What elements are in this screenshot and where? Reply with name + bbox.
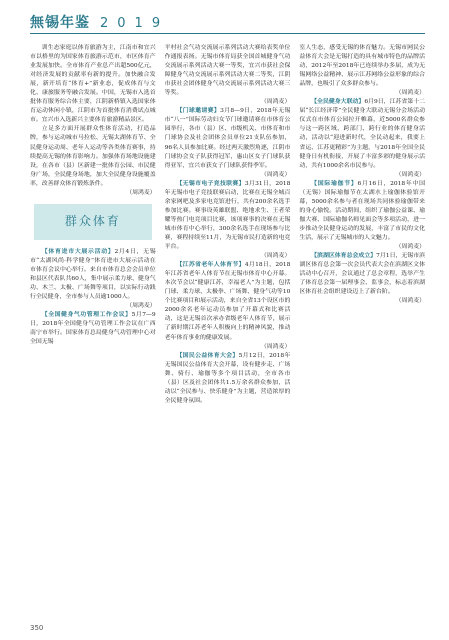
news-item-body: 5月7—9日，2018年全国健身气功管理工作会议在广西南宁市举行。国家体育总局健身气功管理中心对全国无锡 <box>30 312 156 346</box>
news-item <box>299 98 425 170</box>
column-1 <box>30 44 156 614</box>
author-credit: （周鸿麦） <box>395 90 426 97</box>
author-credit: （周鸿麦） <box>395 171 426 178</box>
news-item-title: 【无锡市电子竞技联赛】 <box>176 180 245 187</box>
page-number: 350 <box>30 624 44 632</box>
news-item-body: 3月31日，2018年无锡市电子竞技联赛启动，比赛在无锡全城百余家网吧及多家电竞馆进行，共有200余名选手参加比赛。赛事设英雄联盟、绝地求生、王者荣耀等热门电竞项目比赛，该项赛事的决赛在无锡城市体育中心举行，300余名选手在现场参与比赛，赛程持续至11月，为无锡市民打造新的电竞平台。 <box>164 180 291 251</box>
news-item <box>299 252 425 297</box>
header-rule <box>30 33 425 34</box>
news-item-title: 【江苏省老年人体育节】 <box>176 262 245 269</box>
news-item-body: 5月12日，2018年无锡国民公益体育大会开幕，设有健步走、广场舞、骑行、瑜伽等多个项目活动，全市各市（县）区及社会团体共1.5万余名群众参加，活动以“全民参与、快乐健身”为主题，营造浓厚的全民健身氛围。 <box>164 352 291 404</box>
news-item-body: 2月4日，无锡市“太湖风尚·科学健身”体育进市大展示活动在市体育会议中心举行。来自市体育总会会员单位和县区代表队共60人，集中展示柔力球、健身气功、木兰、太极、广场舞等项目，以实际行动践行全民健身，全市参与人员逾1000人。 <box>30 248 156 301</box>
yearbook-year: 2019 <box>100 16 170 31</box>
author-credit: （周鸿麦） <box>126 303 156 310</box>
news-item <box>165 107 291 170</box>
news-item-title: 【国民公益体育大会】 <box>176 352 239 359</box>
article-columns <box>30 44 425 614</box>
yearbook-title: 無锡年鉴 <box>30 15 90 31</box>
author-credit: （周鸿麦） <box>260 171 291 178</box>
paragraph: 训生态家庭以体育旅游为主，江南市和宜兴市以格里的为国家体育旅游示范市，市区体育产业发展加快。全市体育产业总产出超500亿元，对经济发展的贡献率有新的提升。加快融合发展，新开培育“体育+”新业态，促成体育与文化、康旅服务等融合发展。中国，无锡市入选首批体育服务综合体主要，江阴新桥镇入选国家体育运动休闲小镇，江阴市为首批体育消费试点城市。宜兴市入选新兴主要体育旅游精品景区。 <box>30 45 156 124</box>
news-item-body: 6月9日，江苏省第十二届“长江经济带”全民健身大联动无锡分会场活动仪式在市体育公园拉开帷幕，近5000名群众参与这一跨区域、跨部门、跨行业的体育健身活动，活动以“迎进新时代，全民动起来，我要上省运、江苏更精彩”为主题，与2018年全国全民健身日有机衔接，开展了丰富多彩的健身展示活动，共有1000余名市民参与。 <box>299 99 426 169</box>
news-item <box>30 248 156 302</box>
news-item-title: 【滨湖区体育总会成立】 <box>311 253 377 260</box>
news-item <box>30 311 156 347</box>
news-item-title: 【门球邀请赛】 <box>176 108 221 115</box>
author-credit: （周鸿麦） <box>260 343 291 350</box>
news-item <box>299 180 425 243</box>
news-item-body: 4月18日，2018年江苏省老年人体育节在无锡市体育中心开幕。本次节会以“健康江苏，幸福老人”为主题，包括门球、柔力球、太极拳、广场舞、健身气功等10个比赛项目和展示活动，来自全省13个设区市的2000余名老年运动员参加了开幕式和比赛活动，这是无锡首次承办省级老年人体育节，展示了新时期江苏老年人积极向上的精神风貌，推动老年体育事业的健康发展。 <box>164 262 291 341</box>
author-credit: （周鸿麦） <box>395 298 426 305</box>
news-item-body: 6月16日，2018年中国（无锡）国际瑜伽节在太湖水上瑜伽体验馆开幕，5000余名参与者在现场共同体验瑜伽带来的身心愉悦。活动期间，组织了瑜伽公益课、瑜伽大赛、国际瑜伽名师见面会等多项活动，进一步推动全民健身运动的发展，丰富了市民的文化生活，展示了无锡城市的人文魅力。 <box>299 180 426 241</box>
news-item-title: 【全国健身气功管理工作会议】 <box>41 312 132 319</box>
news-item <box>165 261 291 342</box>
page-header <box>30 12 169 32</box>
author-credit: （周鸿麦） <box>395 244 426 251</box>
author-credit: （周鸿麦） <box>126 189 156 196</box>
news-item-body: 3月8—9日，2018年无锡市“八一”国际劳动妇女节门球邀请赛在市体育公园举行，各市（县）区、市级机关、市体育和市门球协会及社会团体会员单位21支队伍参加，96名人员参加比赛。经过两天激烈角逐，江阴市门球协会女子队获得冠军，惠山区女子门球队获得亚军，宜兴市获女子门球队获得季军。 <box>164 108 291 169</box>
column-2 <box>165 44 291 614</box>
news-item-title: 【国际瑜伽节】 <box>311 180 358 187</box>
paragraph: 平村社会气功交流展示系列活动大赛给表奖单位作通报表扬。无锡市体育局获全国首城健身气功交流展示系列活动大赛一等奖，宜兴市获社会保障健身气功交流展示系列活动大赛二等奖，江阴市获社会团体健身气功交流展示系列活动大赛三等奖。 <box>164 45 291 97</box>
column-3 <box>299 44 425 614</box>
paragraph: 室人生态，感受无锡的体育魅力。无锡市网民公益体育大会是无锡打造的具有城市特色的品牌活动，2012年至2018年已连续举办多届，成为无锡网络公益精神、展示江苏网络公益形象的综合品牌，也吸引了众多群众参与。 <box>299 45 426 88</box>
author-credit: （周鸿麦） <box>260 253 291 260</box>
author-credit: （周鸿麦） <box>260 99 291 106</box>
news-item-body: 7月1日，无锡市滨湖区体育总会第一次会员代表大会在滨湖区文体活动中心召开，会议通过了总会章程，选举产生了体育总会第一届理事会、监事会，标志着滨湖区体育社会组织建设迈上了新台阶。 <box>299 253 426 296</box>
news-item <box>165 180 291 252</box>
paragraph: 立足多方面开展群众性体育活动，打造品牌，参与运动城市马拉松、无锡太湖体育节、全民健身运动周、老年人运动等各类体育赛事，持续提高无锡的体育影响力。加强体育场地设施建设，在各市（县）区新建一批体育公园、市民健身广场，全民健身场地，加大全民健身设施覆盖率，改善群众体育锻炼条件。 <box>30 126 156 187</box>
news-item-title: 【全民健身大联动】 <box>311 99 365 106</box>
news-item <box>165 352 291 406</box>
news-item-title: 【体育进市大展示活动】 <box>41 248 115 255</box>
section-banner <box>34 204 152 240</box>
section-title: 群众体育 <box>64 214 121 229</box>
